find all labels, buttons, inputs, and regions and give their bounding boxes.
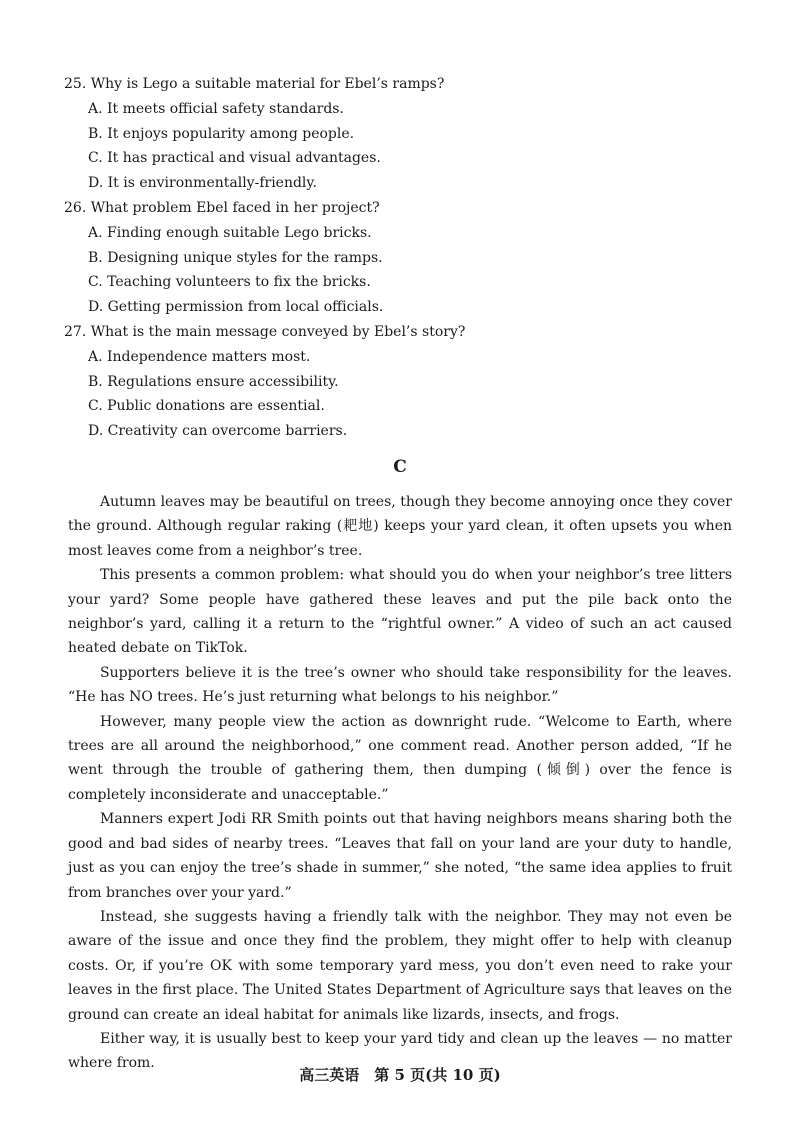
passage-paragraph: This presents a common problem: what should you do when your neighbor’s tree litters your yard? Some people have gathered these leaves and put the pile back onto the neighbor’s yard, calling it a return to the “rightful owner.” A video of such an act caused heated debate on TikTok. <box>68 567 732 657</box>
option-c: C. It has practical and visual advantages. <box>88 150 381 167</box>
option-d: D. Getting permission from local officials. <box>88 299 384 316</box>
passage-paragraph: However, many people view the action as downright rude. “Welcome to Earth, where trees are all around the neighborhood,” one comment read. Another person added, “If he went through the trouble of gathering them, then dumping (倾倒) over the fence is completely inconsiderate and unacceptable.” <box>68 713 732 803</box>
question-stem: 26. What problem Ebel faced in her project? <box>64 199 380 216</box>
option-b: B. It enjoys popularity among people. <box>88 125 355 142</box>
reading-passage <box>68 490 732 1076</box>
option-d: D. Creativity can overcome barriers. <box>88 423 348 440</box>
passage-paragraph: Either way, it is usually best to keep your yard tidy and clean up the leaves — no matter where from. <box>68 1030 732 1072</box>
question-25 <box>64 72 744 196</box>
option-d: D. It is environmentally-friendly. <box>88 175 317 192</box>
question-26 <box>64 196 744 320</box>
option-a: A. It meets official safety standards. <box>88 100 344 117</box>
question-stem: 27. What is the main message conveyed by Ebel’s story? <box>64 323 466 340</box>
question-stem: 25. Why is Lego a suitable material for Ebel’s ramps? <box>64 76 445 92</box>
question-list <box>64 72 744 444</box>
question-27 <box>64 320 744 444</box>
passage-paragraph: Supporters believe it is the tree’s owner who should take responsibility for the leaves. “He has NO trees. He’s just returning what belongs to his neighbor.” <box>68 664 732 706</box>
option-b: B. Designing unique styles for the ramps. <box>88 249 383 266</box>
option-a: A. Independence matters most. <box>88 348 311 365</box>
option-b: B. Regulations ensure accessibility. <box>88 373 339 390</box>
passage-paragraph: Manners expert Jodi RR Smith points out that having neighbors means sharing both the good and bad sides of nearby trees. “Leaves that fall on your land are your duty to handle, just as you can enjoy the tree’s shade in summer,” she noted, “the same idea applies to fruit from branches over your yard.” <box>68 811 732 901</box>
passage-paragraph: Autumn leaves may be beautiful on trees, though they become annoying once they cover the ground. Although regular raking (耙地) keeps your yard clean, it often upsets you when most leaves come from a neighbor’s tree. <box>68 494 732 559</box>
option-a: A. Finding enough suitable Lego bricks. <box>88 224 372 241</box>
section-heading: C <box>393 457 407 477</box>
page-footer: 高三英语 第 5 页(共 10 页) <box>299 1066 501 1084</box>
option-c: C. Teaching volunteers to fix the bricks. <box>88 274 371 291</box>
passage-paragraph: Instead, she suggests having a friendly talk with the neighbor. They may not even be aware of the issue and once they find the problem, they might offer to help with cleanup costs. Or, if you’re OK with some temporary yard mess, you don’t even need to rake your leaves in the first place. The United States Department of Agriculture says that leaves on the ground can create an ideal habitat for animals like lizards, insects, and frogs. <box>68 908 732 1023</box>
option-c: C. Public donations are essential. <box>88 398 325 415</box>
